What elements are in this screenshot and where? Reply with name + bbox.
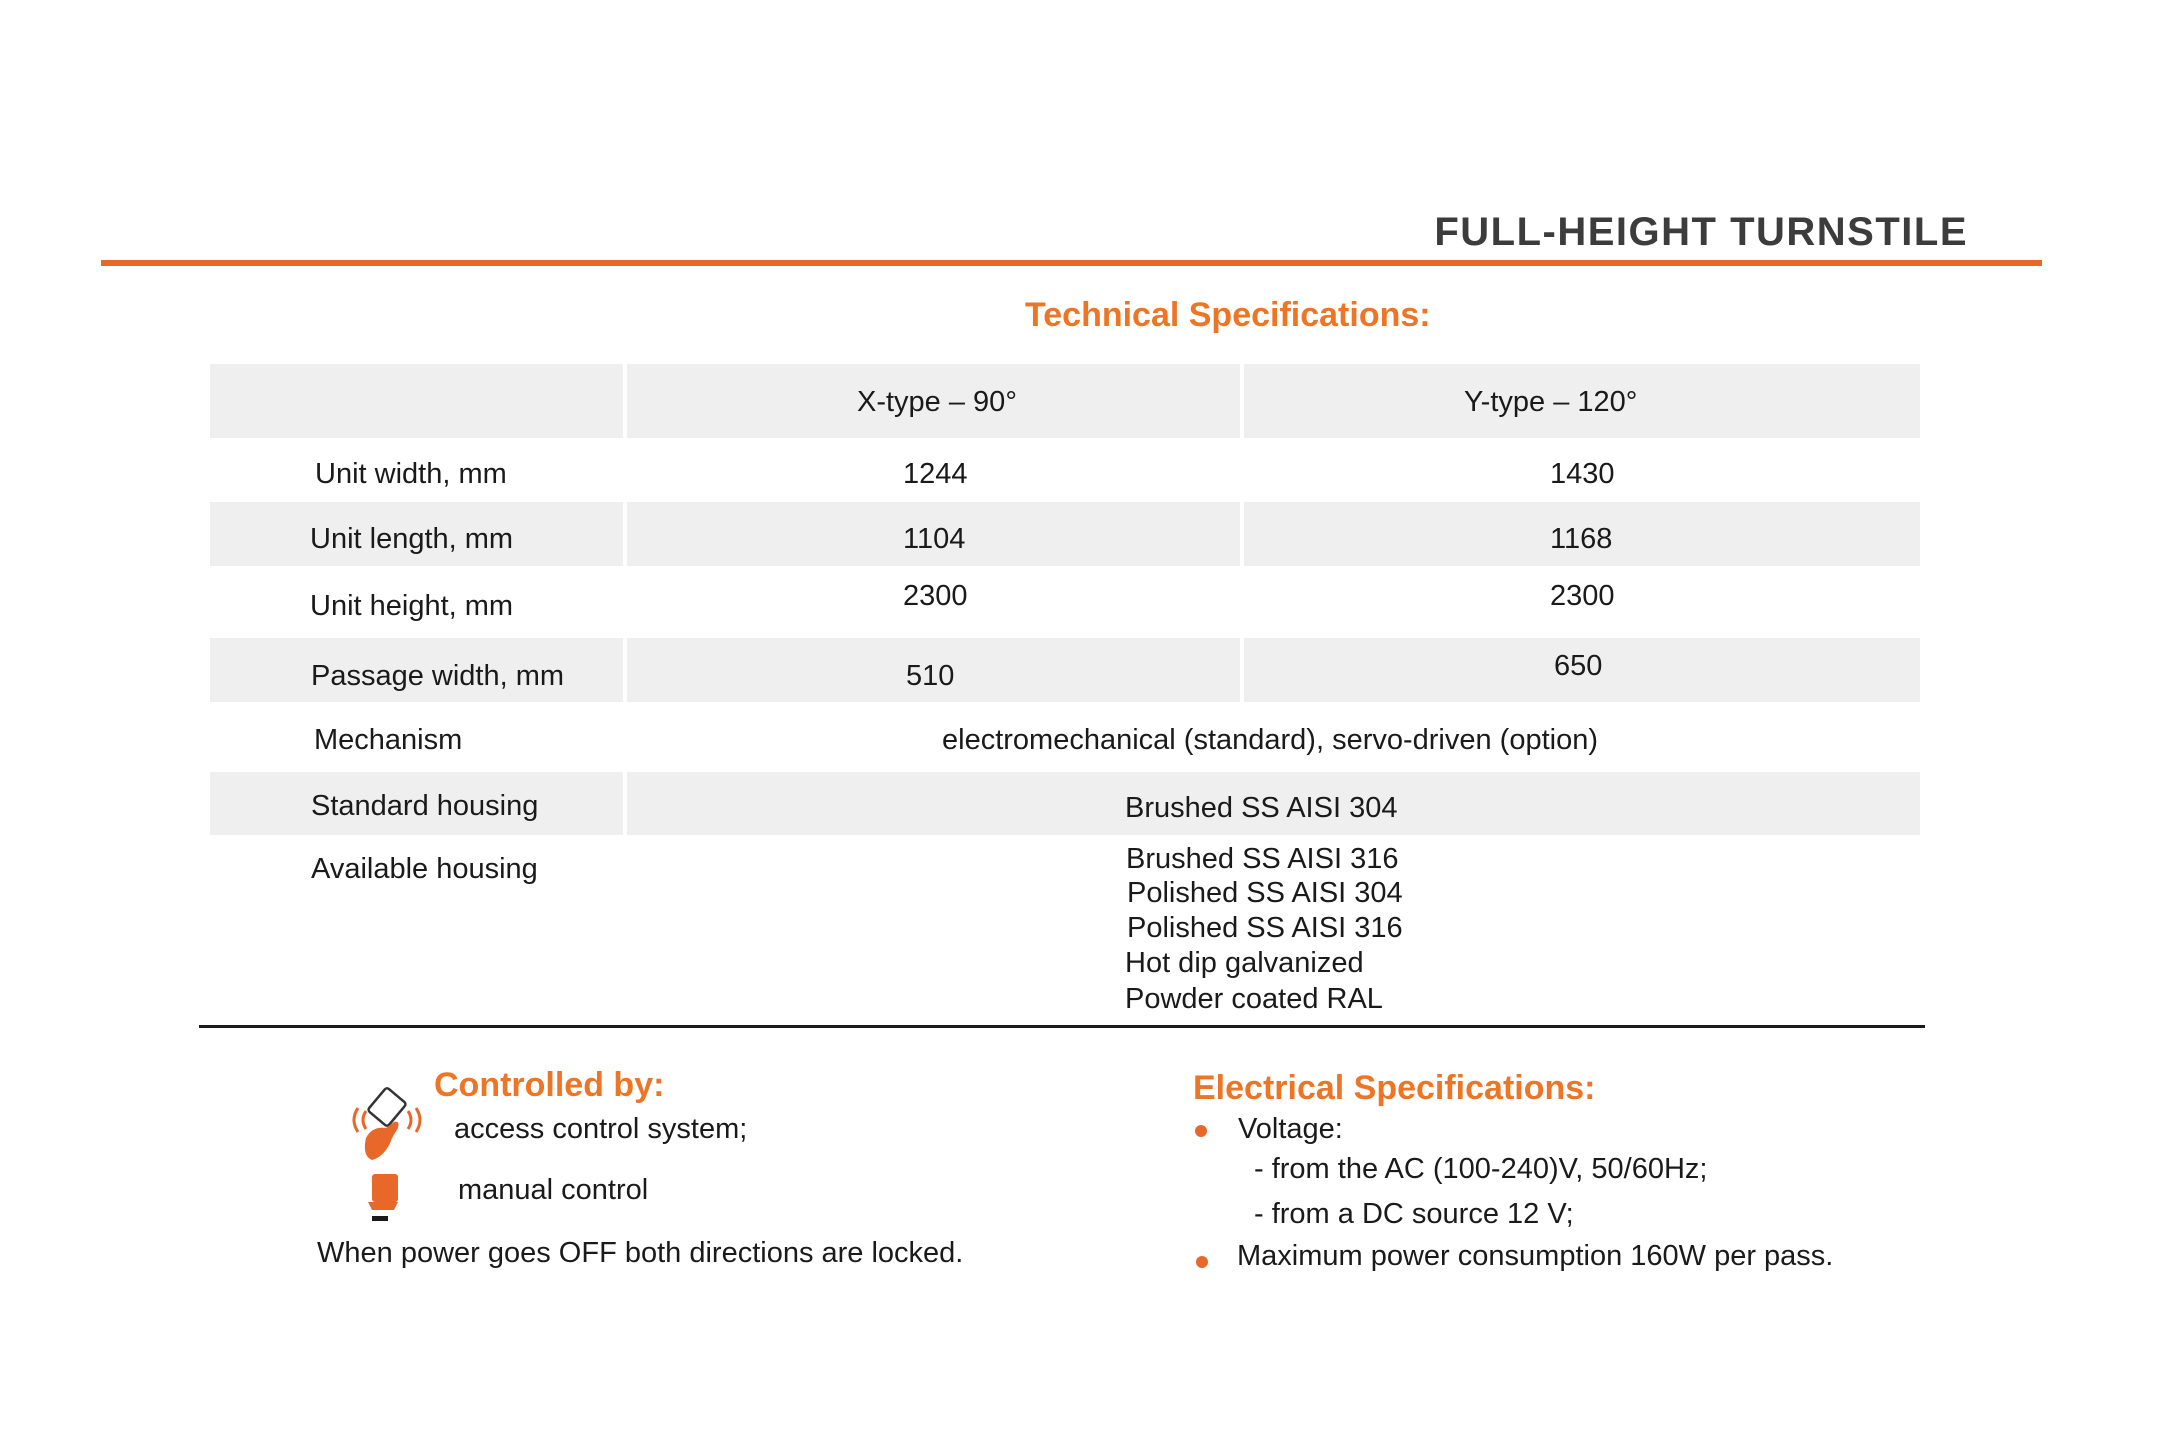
row-label: Standard housing <box>311 790 539 822</box>
table-row <box>210 835 1920 1015</box>
voltage-dc-line: - from a DC source 12 V; <box>1254 1198 1574 1230</box>
y-type-value: 1430 <box>1550 458 1615 490</box>
power-consumption: Maximum power consumption 160W per pass. <box>1237 1240 1834 1272</box>
y-type-value: 1168 <box>1550 523 1613 555</box>
controlled-by-heading: Controlled by: <box>434 1066 665 1104</box>
row-label: Mechanism <box>314 724 463 756</box>
card-reader-icon <box>346 1086 428 1166</box>
y-type-value: 2300 <box>1550 580 1615 612</box>
list-item: Polished SS AISI 304 <box>1127 877 1403 909</box>
bullet-icon <box>1196 1256 1208 1268</box>
electrical-specifications-heading: Electrical Specifications: <box>1193 1069 1596 1107</box>
x-type-value: 510 <box>906 660 955 692</box>
control-item-text: manual control <box>458 1174 649 1206</box>
row-label: Available housing <box>311 853 538 885</box>
document-title: FULL-HEIGHT TURNSTILE <box>1434 210 1968 254</box>
x-type-value: 1244 <box>903 458 968 490</box>
table-row <box>210 772 1920 835</box>
power-off-note: When power goes OFF both directions are locked. <box>317 1237 964 1269</box>
table-bottom-rule <box>199 1025 1925 1028</box>
x-type-value: 2300 <box>903 580 968 612</box>
row-label: Unit width, mm <box>315 458 507 490</box>
table-header-row <box>210 364 1920 438</box>
table-header-cell <box>627 364 1240 438</box>
row-label: Unit height, mm <box>310 590 514 622</box>
table-row <box>210 438 1920 502</box>
push-button-icon <box>364 1170 404 1226</box>
title-divider <box>101 260 2042 266</box>
voltage-ac-line: - from the AC (100-240)V, 50/60Hz; <box>1254 1153 1708 1185</box>
list-item: Brushed SS AISI 316 <box>1126 843 1399 875</box>
list-item: Powder coated RAL <box>1125 983 1383 1015</box>
row-label: Unit length, mm <box>310 523 514 555</box>
table-header-cell <box>210 364 623 438</box>
mechanism-value: electromechanical (standard), servo-driven (option) <box>942 724 1599 756</box>
technical-specifications-heading: Technical Specifications: <box>1025 296 1431 334</box>
table-row <box>210 702 1920 772</box>
column-header-y-type: Y-type – 120° <box>1464 386 1638 418</box>
list-item: Polished SS AISI 316 <box>1127 912 1403 944</box>
voltage-label: Voltage: <box>1238 1113 1343 1145</box>
table-header-cell <box>1244 364 1920 438</box>
column-header-x-type: X-type – 90° <box>857 386 1017 418</box>
bullet-icon <box>1195 1125 1207 1137</box>
y-type-value: 650 <box>1554 650 1603 682</box>
table-row <box>210 638 1920 702</box>
row-label: Passage width, mm <box>311 660 565 692</box>
table-row <box>210 502 1920 566</box>
control-item-text: access control system; <box>454 1113 748 1145</box>
table-row <box>210 566 1920 638</box>
x-type-value: 1104 <box>903 523 966 555</box>
standard-housing-value: Brushed SS AISI 304 <box>1125 792 1398 824</box>
list-item: Hot dip galvanized <box>1125 947 1364 979</box>
